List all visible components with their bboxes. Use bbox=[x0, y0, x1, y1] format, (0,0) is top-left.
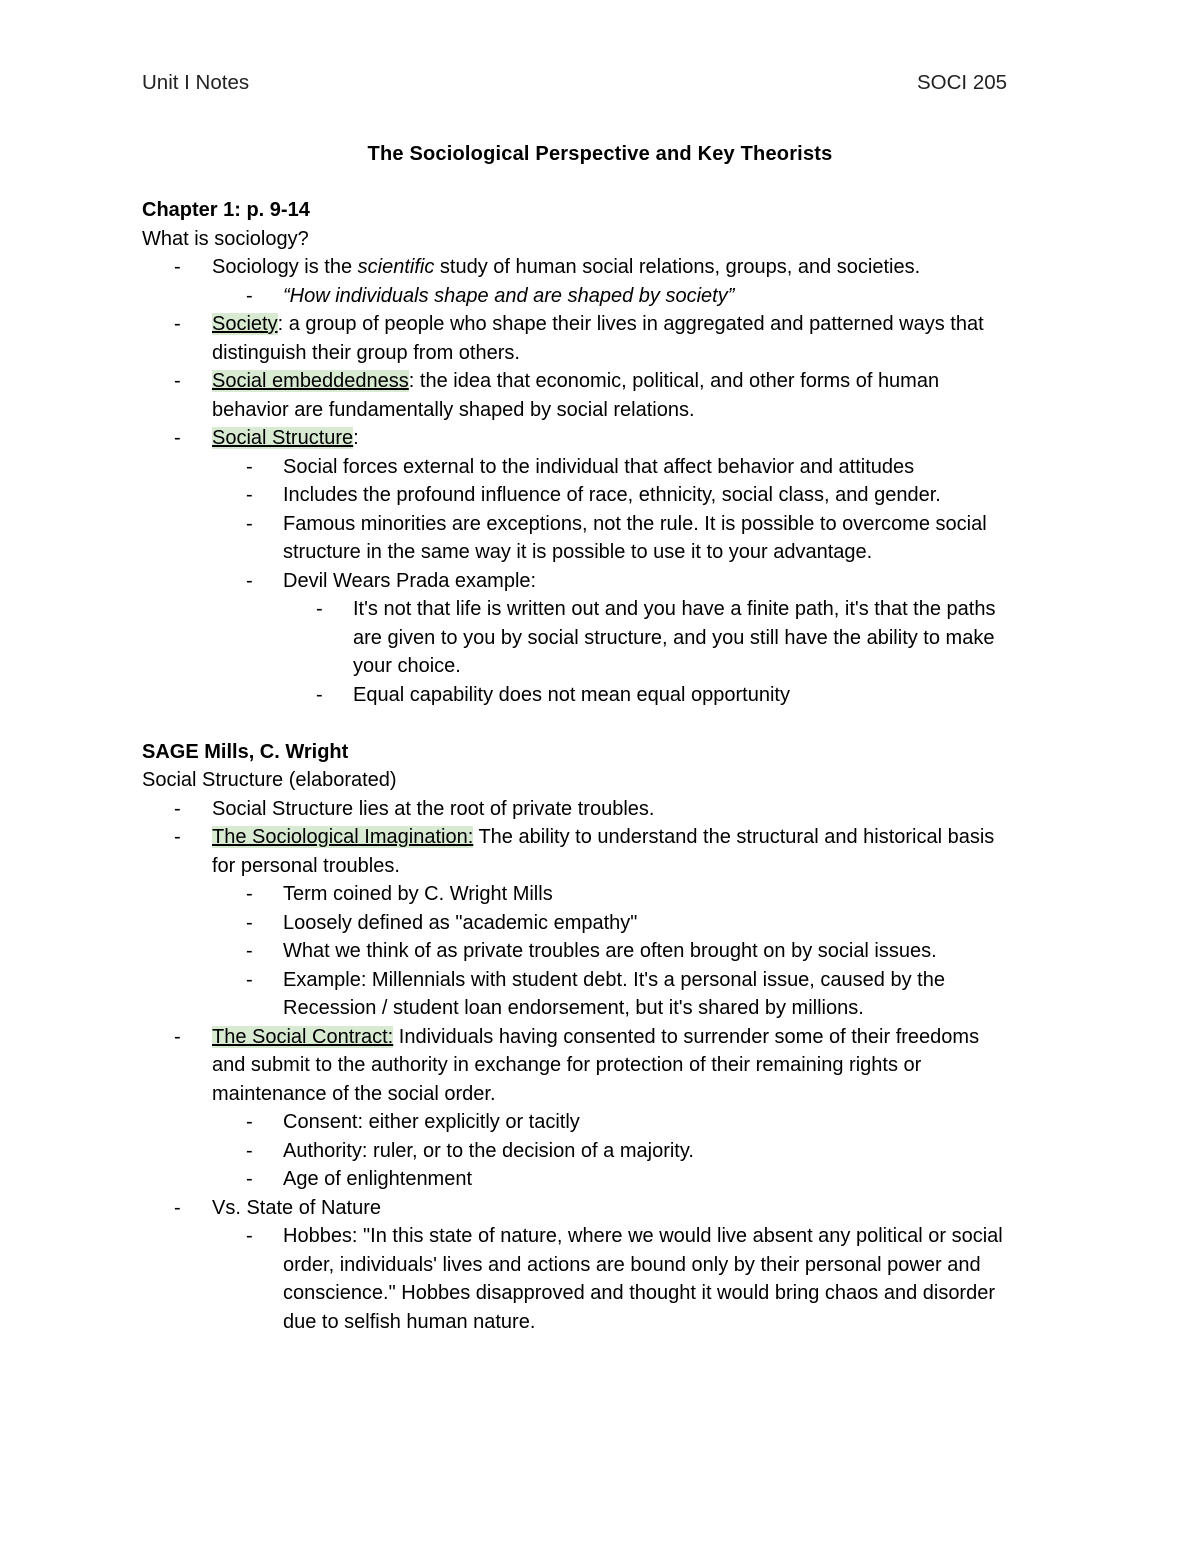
bullet-dash: - bbox=[246, 968, 253, 991]
bullet-dash: - bbox=[246, 484, 253, 506]
bullet-dash: - bbox=[174, 1025, 181, 1048]
list-item: - Loosely defined as "academic empathy" bbox=[142, 909, 1072, 938]
bullet-dash: - bbox=[174, 1196, 181, 1219]
section-heading-chapter-1: Chapter 1: p. 9-14 bbox=[142, 199, 310, 221]
bullet-dash: - bbox=[246, 1168, 253, 1190]
section-heading-sage-mills: SAGE Mills, C. Wright bbox=[142, 740, 349, 763]
section-subheading: Social Structure (elaborated) bbox=[142, 769, 397, 791]
bullet-dash: - bbox=[316, 683, 323, 706]
bullet-dash: - bbox=[246, 1225, 253, 1247]
section-subheading: What is sociology? bbox=[142, 227, 309, 250]
bullet-dash: - bbox=[174, 313, 181, 335]
list-item: - Consent: either explicitly or tacitly bbox=[142, 1108, 1072, 1137]
list-item: - Devil Wears Prada example: bbox=[142, 567, 1072, 596]
document-body bbox=[142, 196, 1072, 1336]
spacer bbox=[142, 709, 1072, 738]
header-right: SOCI 205 bbox=[917, 71, 1008, 94]
bullet-dash: - bbox=[316, 598, 323, 620]
term-social-embeddedness: Social embeddedness bbox=[212, 370, 409, 392]
bullet-dash: - bbox=[174, 370, 181, 392]
list-item: - Term coined by C. Wright Mills bbox=[142, 880, 1072, 909]
list-item: - Example: Millennials with student debt. It's a personal issue, caused by the Recession / student loan endorsement, but it's shared by millions. bbox=[142, 966, 1072, 1023]
list-item: - Equal capability does not mean equal opportunity bbox=[142, 681, 1072, 710]
bullet-dash: - bbox=[246, 1111, 253, 1133]
bullet-social-embeddedness: - Social embeddedness: the idea that economic, political, and other forms of human behavior are fundamentally shaped by social relations. bbox=[142, 367, 1072, 424]
bullet-social-contract: - The Social Contract: Individuals having consented to surrender some of their freedoms and submit to the authority in exchange for protection of their remaining rights or maintenance of the social order. bbox=[142, 1023, 1072, 1109]
bullet-dash: - bbox=[246, 455, 253, 478]
list-item: - Authority: ruler, or to the decision of a majority. bbox=[142, 1137, 1072, 1166]
bullet-dash: - bbox=[246, 512, 253, 535]
list-item: - Famous minorities are exceptions, not the rule. It is possible to overcome social structure in the same way it is possible to use it to your advantage. bbox=[142, 510, 1072, 567]
bullet-dash: - bbox=[174, 256, 181, 278]
bullet-dash: - bbox=[174, 797, 181, 820]
bullet-social-structure: - Social Structure: bbox=[142, 424, 1072, 453]
list-item: - Hobbes: "In this state of nature, where we would live absent any political or social order, individuals' lives and actions are bound only by their personal power and conscience." Hobbes disapproved and thought it would bring chaos and disorder due to selfish human nature. bbox=[142, 1222, 1072, 1336]
bullet-society: - Society: a group of people who shape their lives in aggregated and patterned ways that distinguish their group from others. bbox=[142, 310, 1072, 367]
list-item: - Includes the profound influence of race, ethnicity, social class, and gender. bbox=[142, 481, 1072, 510]
header-left: Unit I Notes bbox=[142, 71, 250, 94]
bullet-dash: - bbox=[246, 911, 253, 934]
term-sociological-imagination: The Sociological Imagination: bbox=[212, 826, 474, 848]
bullet-dash: - bbox=[174, 826, 181, 848]
term-society: Society bbox=[212, 313, 278, 335]
bullet-dash: - bbox=[246, 284, 253, 307]
emphasis-scientific: scientific bbox=[357, 256, 435, 278]
list-item: - Social forces external to the individual that affect behavior and attitudes bbox=[142, 453, 1072, 482]
term-social-contract: The Social Contract: bbox=[212, 1025, 394, 1048]
bullet-sociology-definition: - Sociology is the scientific study of human social relations, groups, and societies. bbox=[142, 253, 1072, 282]
bullet-dash: - bbox=[246, 569, 253, 592]
list-item: - What we think of as private troubles are often brought on by social issues. bbox=[142, 937, 1072, 966]
bullet-dash: - bbox=[174, 427, 181, 449]
bullet-quote: - “How individuals shape and are shaped by society” bbox=[142, 282, 1072, 311]
bullet-dash: - bbox=[246, 940, 253, 962]
list-item: - Social Structure lies at the root of private troubles. bbox=[142, 795, 1072, 824]
document-title: The Sociological Perspective and Key Theorists bbox=[367, 143, 833, 165]
bullet-dash: - bbox=[246, 883, 253, 905]
list-item: - It's not that life is written out and you have a finite path, it's that the paths are given to you by social structure, and you still have the ability to make your choice. bbox=[142, 595, 1072, 681]
bullet-state-of-nature: - Vs. State of Nature bbox=[142, 1194, 1072, 1223]
bullet-sociological-imagination: - The Sociological Imagination: The ability to understand the structural and historical basis for personal troubles. bbox=[142, 823, 1072, 880]
bullet-dash: - bbox=[246, 1139, 253, 1162]
list-item: - Age of enlightenment bbox=[142, 1165, 1072, 1194]
term-social-structure: Social Structure bbox=[212, 427, 354, 449]
